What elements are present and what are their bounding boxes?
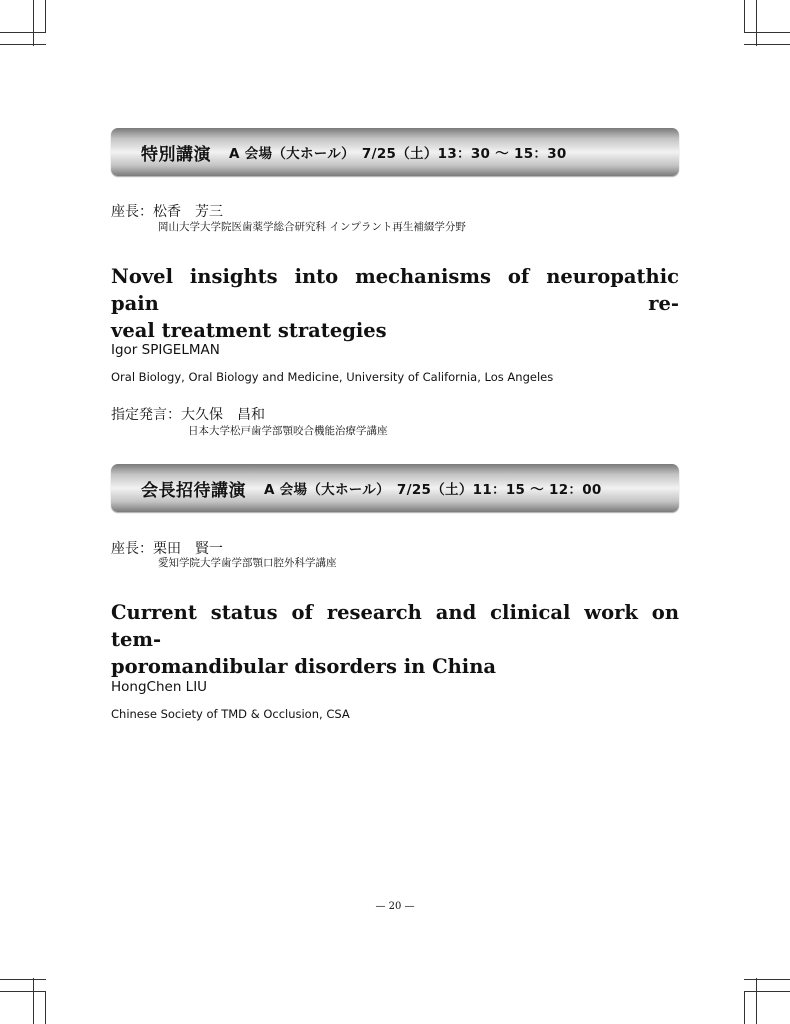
president-invited-lecture-banner [111, 464, 679, 512]
page-number: — 20 — [375, 901, 415, 912]
banner-session-info: A 会場（大ホール） 7/25（土）11：15 ～ 12：00 [264, 482, 602, 498]
chairperson: 座長：松香 芳三 [111, 204, 223, 220]
lecture-title [111, 599, 679, 680]
special-lecture-banner [111, 128, 679, 176]
lecture-title-line-1: Novel insights into mechanisms of neuropathic pain re- [111, 265, 679, 315]
banner-title: 会長招待講演 [141, 480, 246, 501]
designated-speaker: 指定発言：大久保 昌和 [111, 407, 265, 423]
banner-session-info: A 会場（大ホール） 7/25（土）13：30 ～ 15：30 [229, 146, 567, 162]
banner-title: 特別講演 [141, 144, 211, 165]
speaker-affiliation: Oral Biology, Oral Biology and Medicine, University of California, Los Angeles [111, 370, 554, 384]
lecture-title-line-1: Current status of research and clinical work on tem- [111, 601, 679, 651]
chairperson: 座長：栗田 賢一 [111, 541, 223, 557]
chairperson-affiliation: 岡山大学大学院医歯薬学総合研究科 インプラント再生補綴学分野 [158, 221, 466, 233]
chairperson-affiliation: 愛知学院大学歯学部顎口腔外科学講座 [158, 557, 337, 569]
lecture-title [111, 263, 679, 344]
lecture-title-line-2: veal treatment strategies [111, 319, 387, 342]
speaker-affiliation: Chinese Society of TMD & Occlusion, CSA [111, 707, 350, 721]
speaker-name: HongChen LIU [111, 679, 208, 695]
lecture-title-line-2: poromandibular disorders in China [111, 655, 497, 678]
speaker-name: Igor SPIGELMAN [111, 342, 220, 358]
designated-speaker-affiliation: 日本大学松戸歯学部顎咬合機能治療学講座 [188, 425, 388, 437]
